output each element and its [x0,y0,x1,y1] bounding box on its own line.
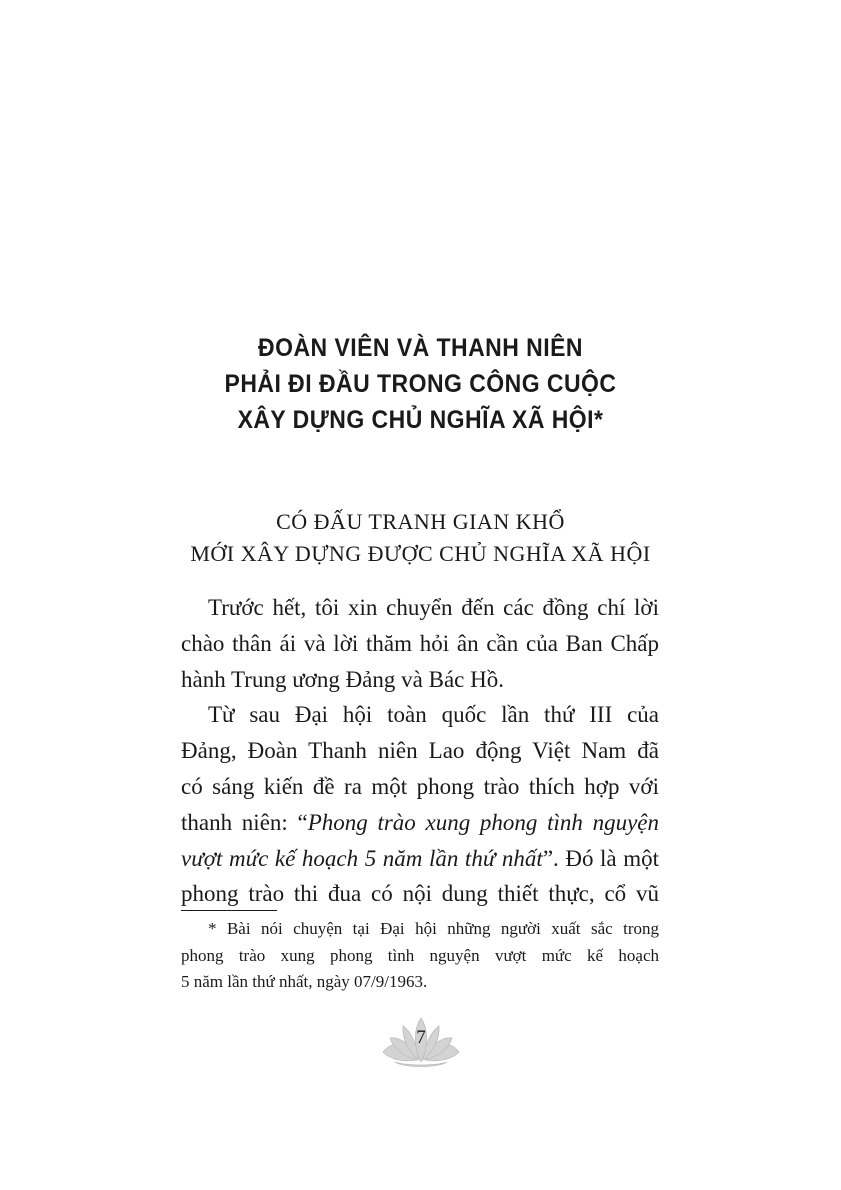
paragraph-2 [181,697,659,912]
body-text [181,590,659,912]
section-heading-line-1: CÓ ĐẤU TRANH GIAN KHỔ [276,509,565,534]
footnote [181,916,659,996]
paragraph-line: phong trào thi đua có nội dung thiết thực, cổ vũ [181,881,659,907]
chapter-title [34,330,808,438]
paragraph-1 [181,590,659,697]
quoted-italic-text: Phong trào xung phong tình nguyện [307,809,660,835]
chapter-title-line-2: PHẢI ĐI ĐẦU TRONG CÔNG CUỘC [224,370,617,398]
section-heading [0,506,841,570]
paragraph-line: Đảng, Đoàn Thanh niên Lao động Việt Nam đã [181,738,659,764]
paragraph-line [181,805,659,841]
section-heading-line-2: MỚI XÂY DỰNG ĐƯỢC CHỦ NGHĨA XÃ HỘI [190,541,651,566]
paragraph-line: có sáng kiến đề ra một phong trào thích hợp với [181,773,659,799]
paragraph-line: Trước hết, tôi xin chuyển đến các đồng chí lời [208,595,659,620]
footnote-line: 5 năm lần thứ nhất, ngày 07/9/1963. [181,972,428,991]
quote-open: thanh niên: “ [181,809,308,835]
chapter-title-line-1: ĐOÀN VIÊN VÀ THANH NIÊN [258,334,583,362]
paragraph-line [181,841,659,877]
paragraph-line: Từ sau Đại hội toàn quốc lần thứ III của [208,702,659,728]
quote-close: ”. Đó là một [542,845,659,871]
footnote-line: * Bài nói chuyện tại Đại hội những người xuất sắc trong [208,919,659,938]
page-number: 7 [416,1027,426,1048]
paragraph-line: chào thân ái và lời thăm hỏi ân cần của Ban Chấp [181,630,659,656]
quoted-italic-text: vượt mức kế hoạch 5 năm lần thứ nhất [181,845,543,871]
paragraph-line: hành Trung ương Đảng và Bác Hồ. [181,666,504,692]
chapter-title-line-3: XÂY DỰNG CHỦ NGHĨA XÃ HỘI* [237,406,604,434]
footnote-line: phong trào xung phong tình nguyện vượt mức kế hoạch [181,945,659,965]
footnote-divider [181,910,277,911]
